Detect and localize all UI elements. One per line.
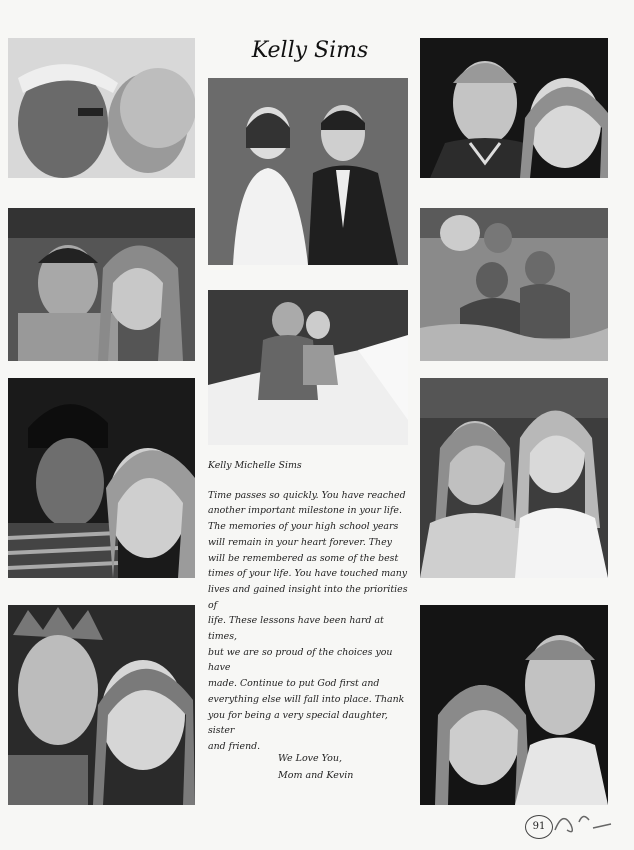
letter-line: but we are so proud of the choices you have	[208, 646, 393, 674]
letter-line: lives and gained insight into the priorities of	[208, 583, 408, 611]
letter-recipient-name: Kelly Michelle Sims	[208, 460, 302, 471]
photo-couple-cap	[8, 378, 195, 578]
letter-body	[208, 488, 413, 755]
photo-couple-jersey	[420, 38, 608, 178]
page-title: Kelly Sims	[251, 38, 369, 63]
photo-father-daughter	[208, 78, 408, 265]
letter-signature	[278, 750, 353, 784]
letter-line: made. Continue to put God first and	[208, 678, 380, 690]
photo-kiss	[8, 38, 195, 178]
letter-line: and friend.	[208, 740, 261, 752]
letter-line: times of your life. You have touched many	[208, 568, 408, 580]
photo-friends	[420, 378, 608, 578]
letter-line: another important milestone in your life.	[208, 505, 402, 517]
letter-line: The memories of your high school years	[208, 521, 399, 533]
letter-line: will remain in your heart forever. They	[208, 536, 392, 548]
photo-couple-necklace	[8, 208, 195, 361]
photo-boat	[208, 290, 408, 445]
photo-couple-spiky	[8, 605, 195, 805]
letter-line: Time passes so quickly. You have reached	[208, 489, 406, 501]
signature-line-2: Mom and Kevin	[278, 770, 354, 781]
doodle-icon	[553, 800, 613, 840]
signature-line-1: We Love You,	[278, 753, 342, 764]
letter-line: you for being a very special daughter, sister	[208, 709, 388, 737]
letter-line: life. These lessons have been hard at times,	[208, 615, 384, 643]
dedication-letter	[208, 458, 413, 755]
photo-couple-goatee	[420, 605, 608, 805]
page-number: 91	[525, 815, 553, 839]
letter-line: everything else will fall into place. Thank	[208, 693, 405, 705]
photo-pool	[420, 208, 608, 361]
letter-line: will be remembered as some of the best	[208, 552, 399, 564]
